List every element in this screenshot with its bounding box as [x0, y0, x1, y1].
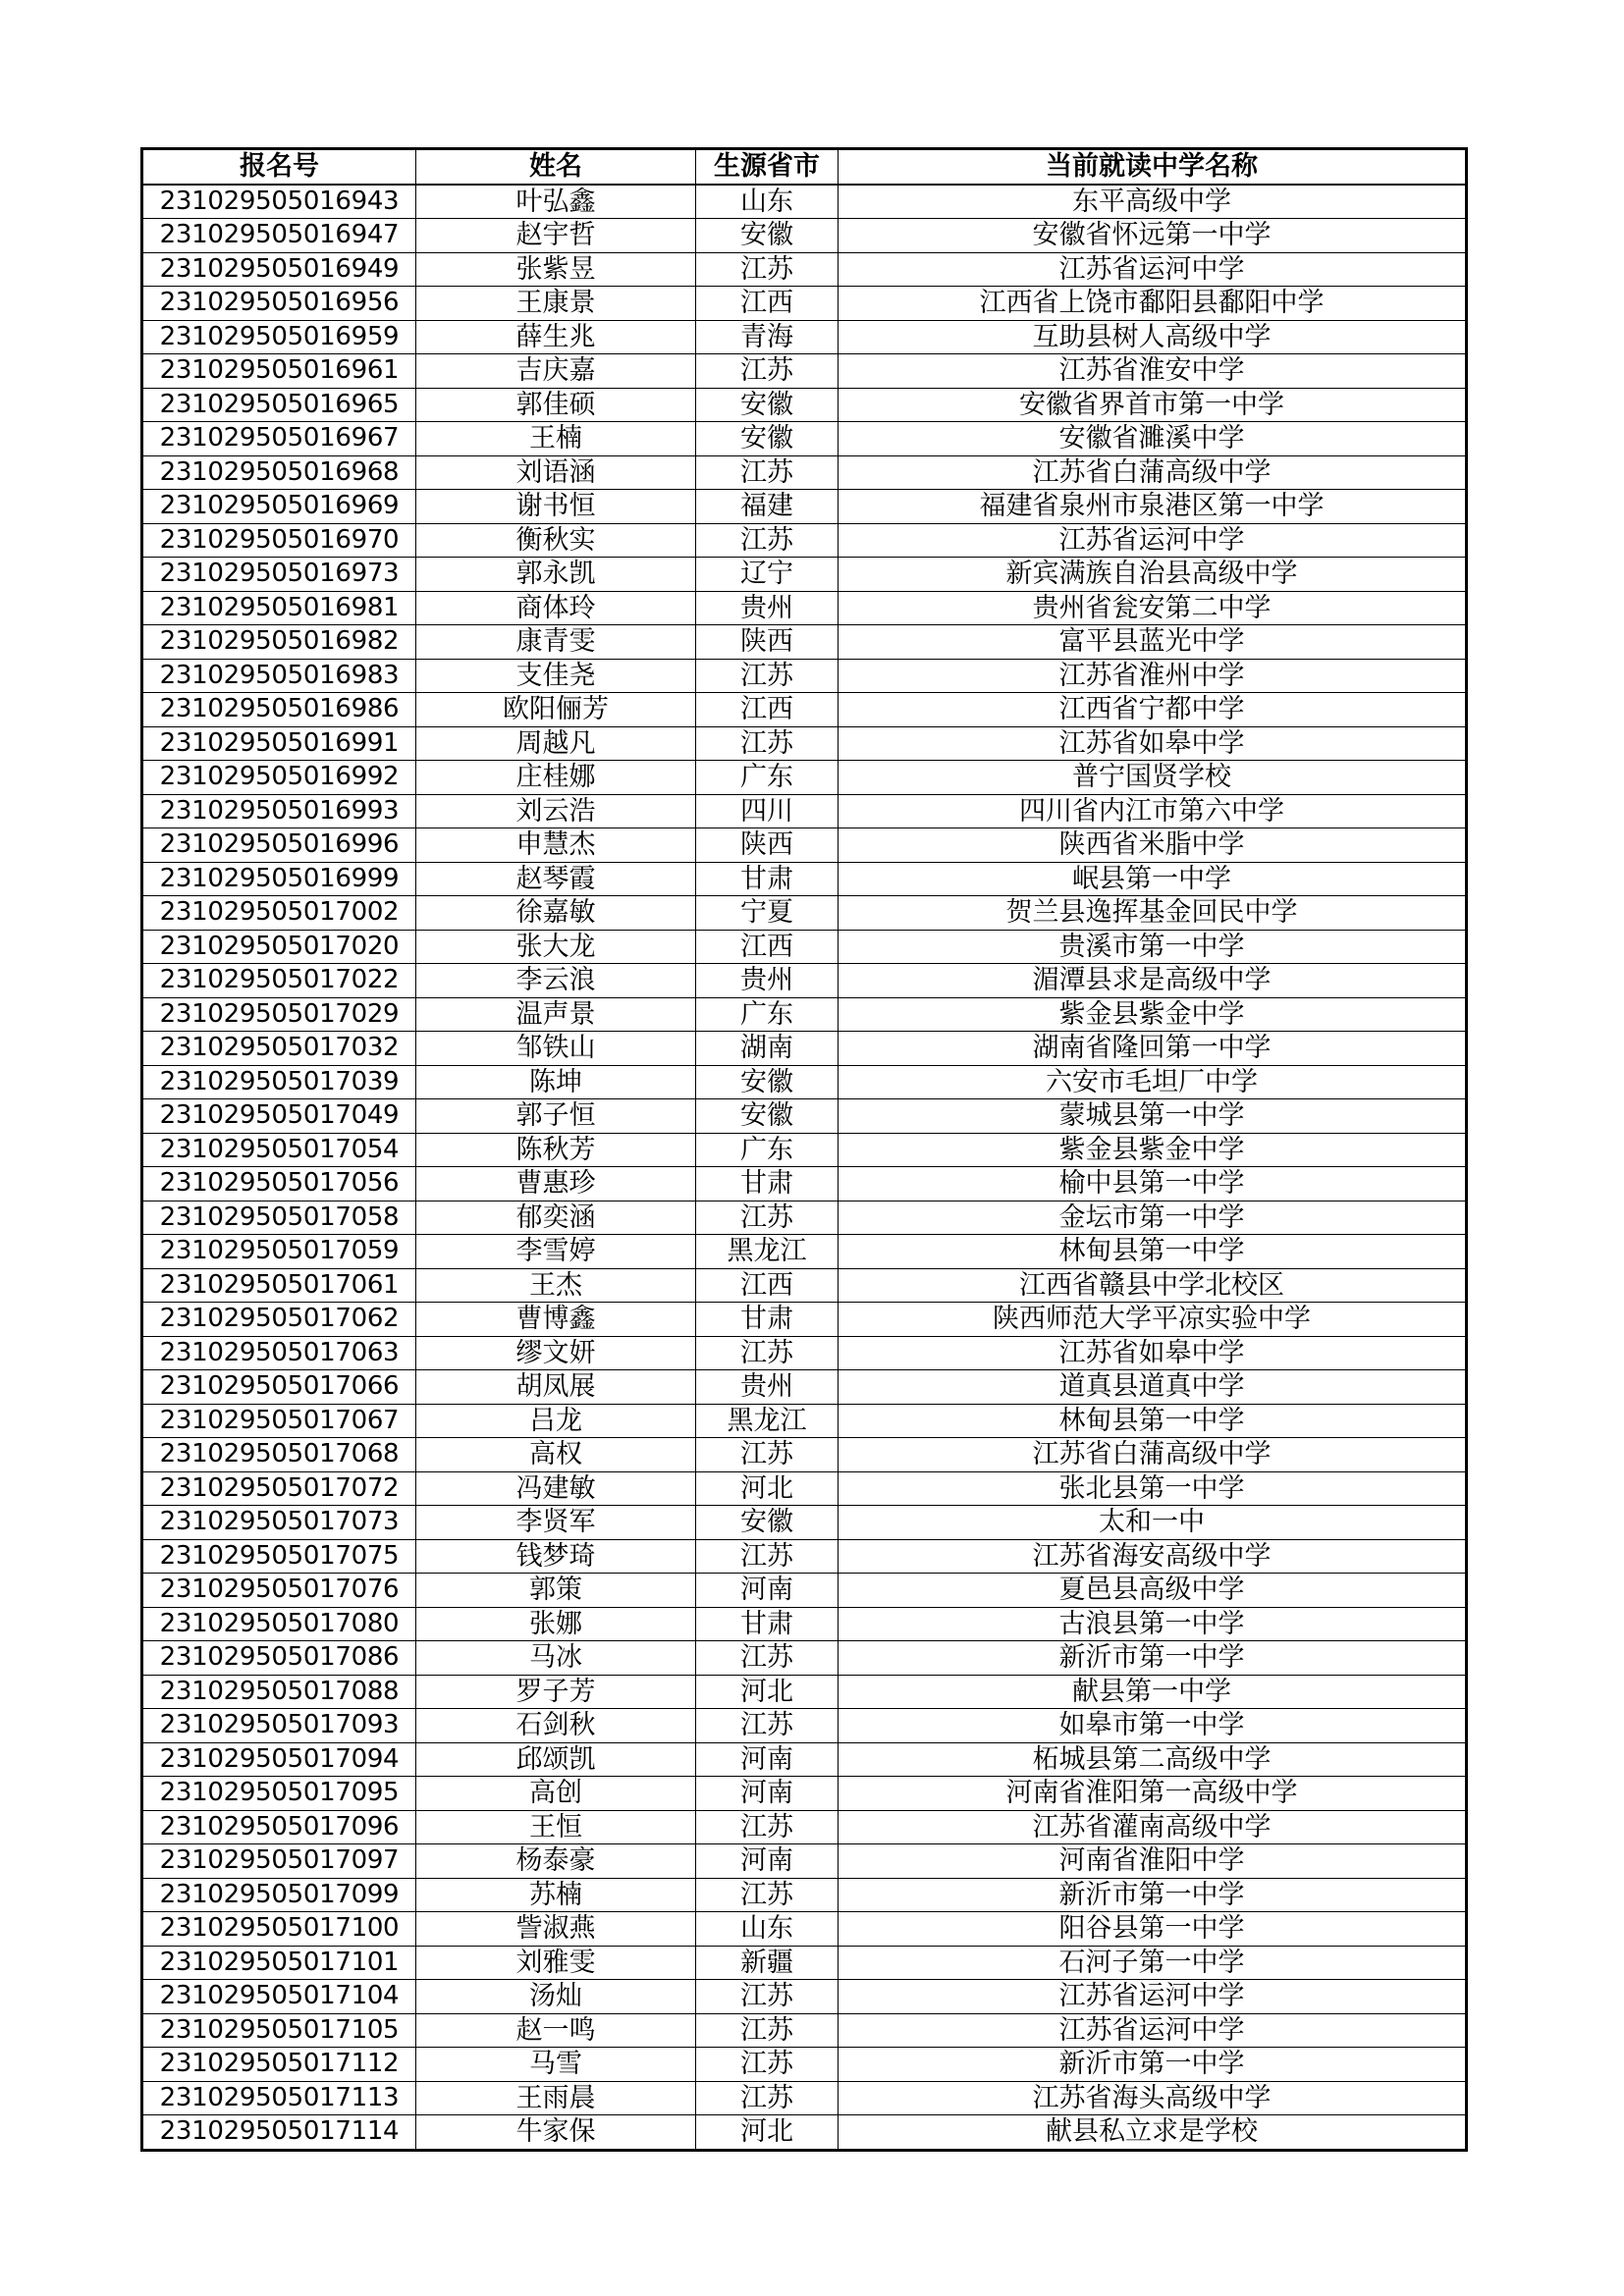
registration-number-cell: 231029505017114 [142, 2115, 416, 2151]
student-name-cell: 钱梦琦 [416, 1539, 696, 1574]
source-province-cell: 江苏 [696, 1878, 839, 1912]
header-registration-number: 报名号 [142, 149, 416, 185]
table-row [142, 1878, 1467, 1912]
table-row [142, 964, 1467, 998]
school-name-cell: 陕西省米脂中学 [839, 828, 1467, 863]
source-province-cell: 甘肃 [696, 862, 839, 896]
registration-number-cell: 231029505017054 [142, 1133, 416, 1167]
student-name-cell: 李贤军 [416, 1506, 696, 1540]
source-province-cell: 贵州 [696, 1370, 839, 1405]
school-name-cell: 福建省泉州市泉港区第一中学 [839, 490, 1467, 524]
source-province-cell: 山东 [696, 185, 839, 219]
table-row [142, 1607, 1467, 1641]
registration-number-cell: 231029505017061 [142, 1268, 416, 1303]
header-source-province: 生源省市 [696, 149, 839, 185]
table-row [142, 1641, 1467, 1676]
student-name-cell: 杨泰豪 [416, 1844, 696, 1879]
source-province-cell: 安徽 [696, 1099, 839, 1134]
school-name-cell: 石河子第一中学 [839, 1946, 1467, 1980]
registration-number-cell: 231029505017058 [142, 1201, 416, 1235]
student-name-cell: 吕龙 [416, 1404, 696, 1438]
table-row [142, 1167, 1467, 1201]
table-row [142, 320, 1467, 354]
table-row [142, 2115, 1467, 2151]
table-row [142, 1574, 1467, 1608]
table-row [142, 693, 1467, 727]
source-province-cell: 新疆 [696, 1946, 839, 1980]
registration-number-cell: 231029505017075 [142, 1539, 416, 1574]
student-name-cell: 马雪 [416, 2048, 696, 2082]
source-province-cell: 江西 [696, 1268, 839, 1303]
registration-number-cell: 231029505017022 [142, 964, 416, 998]
school-name-cell: 紫金县紫金中学 [839, 997, 1467, 1032]
student-name-cell: 高权 [416, 1438, 696, 1472]
source-province-cell: 安徽 [696, 422, 839, 456]
source-province-cell: 河北 [696, 1471, 839, 1506]
registration-number-cell: 231029505017080 [142, 1607, 416, 1641]
school-name-cell: 贺兰县逸挥基金回民中学 [839, 896, 1467, 931]
school-name-cell: 四川省内江市第六中学 [839, 794, 1467, 828]
student-name-cell: 郭子恒 [416, 1099, 696, 1134]
student-name-cell: 高创 [416, 1777, 696, 1811]
table-row [142, 1912, 1467, 1947]
table-row [142, 1303, 1467, 1337]
student-name-cell: 王雨晨 [416, 2081, 696, 2115]
school-name-cell: 江苏省白蒲高级中学 [839, 1438, 1467, 1472]
registration-number-cell: 231029505017093 [142, 1709, 416, 1743]
registration-number-cell: 231029505016967 [142, 422, 416, 456]
source-province-cell: 广东 [696, 761, 839, 795]
registration-number-cell: 231029505016982 [142, 625, 416, 660]
student-name-cell: 苏楠 [416, 1878, 696, 1912]
table-row [142, 1844, 1467, 1879]
school-name-cell: 新沂市第一中学 [839, 2048, 1467, 2082]
school-name-cell: 岷县第一中学 [839, 862, 1467, 896]
table-row [142, 1099, 1467, 1134]
registration-number-cell: 231029505017100 [142, 1912, 416, 1947]
source-province-cell: 湖南 [696, 1032, 839, 1066]
source-province-cell: 江苏 [696, 1438, 839, 1472]
source-province-cell: 四川 [696, 794, 839, 828]
table-row [142, 1336, 1467, 1370]
table-row [142, 1675, 1467, 1709]
registration-number-cell: 231029505016965 [142, 388, 416, 422]
registration-number-cell: 231029505016943 [142, 185, 416, 219]
registration-number-cell: 231029505017095 [142, 1777, 416, 1811]
school-name-cell: 江苏省海头高级中学 [839, 2081, 1467, 2115]
table-body [142, 185, 1467, 2151]
source-province-cell: 江苏 [696, 1539, 839, 1574]
table-row [142, 862, 1467, 896]
school-name-cell: 安徽省濉溪中学 [839, 422, 1467, 456]
source-province-cell: 江苏 [696, 2048, 839, 2082]
source-province-cell: 甘肃 [696, 1167, 839, 1201]
registration-number-cell: 231029505017076 [142, 1574, 416, 1608]
table-row [142, 490, 1467, 524]
registration-number-cell: 231029505017032 [142, 1032, 416, 1066]
registration-number-cell: 231029505017105 [142, 2013, 416, 2048]
school-name-cell: 贵溪市第一中学 [839, 930, 1467, 964]
student-name-cell: 张大龙 [416, 930, 696, 964]
registration-number-cell: 231029505017101 [142, 1946, 416, 1980]
table-row [142, 422, 1467, 456]
school-name-cell: 江苏省淮州中学 [839, 659, 1467, 693]
school-name-cell: 江苏省海安高级中学 [839, 1539, 1467, 1574]
student-name-cell: 罗子芳 [416, 1675, 696, 1709]
source-province-cell: 江苏 [696, 455, 839, 490]
source-province-cell: 河南 [696, 1777, 839, 1811]
source-province-cell: 安徽 [696, 1065, 839, 1099]
header-name: 姓名 [416, 149, 696, 185]
table-row [142, 455, 1467, 490]
source-province-cell: 甘肃 [696, 1303, 839, 1337]
student-name-cell: 马冰 [416, 1641, 696, 1676]
source-province-cell: 辽宁 [696, 558, 839, 592]
school-name-cell: 如皋市第一中学 [839, 1709, 1467, 1743]
student-name-cell: 牛家保 [416, 2115, 696, 2151]
registration-number-cell: 231029505016969 [142, 490, 416, 524]
student-name-cell: 支佳尧 [416, 659, 696, 693]
school-name-cell: 江苏省白蒲高级中学 [839, 455, 1467, 490]
registration-number-cell: 231029505017073 [142, 1506, 416, 1540]
school-name-cell: 六安市毛坦厂中学 [839, 1065, 1467, 1099]
student-name-cell: 吉庆嘉 [416, 354, 696, 389]
student-name-cell: 李雪婷 [416, 1235, 696, 1269]
source-province-cell: 广东 [696, 1133, 839, 1167]
school-name-cell: 江西省赣县中学北校区 [839, 1268, 1467, 1303]
school-name-cell: 安徽省界首市第一中学 [839, 388, 1467, 422]
school-name-cell: 江苏省运河中学 [839, 523, 1467, 558]
student-name-cell: 刘语涵 [416, 455, 696, 490]
school-name-cell: 东平高级中学 [839, 185, 1467, 219]
table-row [142, 1471, 1467, 1506]
school-name-cell: 河南省淮阳中学 [839, 1844, 1467, 1879]
header-row [142, 149, 1467, 185]
source-province-cell: 黑龙江 [696, 1235, 839, 1269]
registration-number-cell: 231029505017020 [142, 930, 416, 964]
source-province-cell: 江苏 [696, 1709, 839, 1743]
student-name-cell: 邱颂凯 [416, 1742, 696, 1777]
student-name-cell: 郁奕涵 [416, 1201, 696, 1235]
school-name-cell: 河南省淮阳第一高级中学 [839, 1777, 1467, 1811]
source-province-cell: 安徽 [696, 1506, 839, 1540]
student-name-cell: 王楠 [416, 422, 696, 456]
registration-number-cell: 231029505016956 [142, 287, 416, 321]
student-name-cell: 徐嘉敏 [416, 896, 696, 931]
school-name-cell: 蒙城县第一中学 [839, 1099, 1467, 1134]
registration-number-cell: 231029505016993 [142, 794, 416, 828]
registration-number-cell: 231029505017002 [142, 896, 416, 931]
student-name-cell: 刘云浩 [416, 794, 696, 828]
student-name-cell: 缪文妍 [416, 1336, 696, 1370]
registration-number-cell: 231029505017059 [142, 1235, 416, 1269]
table-row [142, 1810, 1467, 1844]
registration-number-cell: 231029505017029 [142, 997, 416, 1032]
registration-number-cell: 231029505017096 [142, 1810, 416, 1844]
registration-number-cell: 231029505016968 [142, 455, 416, 490]
school-name-cell: 江苏省淮安中学 [839, 354, 1467, 389]
source-province-cell: 江苏 [696, 354, 839, 389]
student-name-cell: 叶弘鑫 [416, 185, 696, 219]
school-name-cell: 新宾满族自治县高级中学 [839, 558, 1467, 592]
source-province-cell: 江西 [696, 930, 839, 964]
table-row [142, 354, 1467, 389]
registration-number-cell: 231029505016992 [142, 761, 416, 795]
table-row [142, 2081, 1467, 2115]
registration-number-cell: 231029505016986 [142, 693, 416, 727]
source-province-cell: 江苏 [696, 1201, 839, 1235]
student-name-cell: 曹惠珍 [416, 1167, 696, 1201]
student-name-cell: 刘雅雯 [416, 1946, 696, 1980]
registration-number-cell: 231029505016999 [142, 862, 416, 896]
source-province-cell: 江苏 [696, 2013, 839, 2048]
source-province-cell: 江西 [696, 287, 839, 321]
student-name-cell: 訾淑燕 [416, 1912, 696, 1947]
source-province-cell: 贵州 [696, 591, 839, 625]
table-row [142, 997, 1467, 1032]
registration-number-cell: 231029505017068 [142, 1438, 416, 1472]
registration-number-cell: 231029505017066 [142, 1370, 416, 1405]
table-row [142, 2013, 1467, 2048]
school-name-cell: 江苏省运河中学 [839, 2013, 1467, 2048]
registration-number-cell: 231029505016996 [142, 828, 416, 863]
source-province-cell: 河南 [696, 1844, 839, 1879]
school-name-cell: 古浪县第一中学 [839, 1607, 1467, 1641]
student-name-cell: 陈坤 [416, 1065, 696, 1099]
student-name-cell: 赵琴霞 [416, 862, 696, 896]
student-name-cell: 陈秋芳 [416, 1133, 696, 1167]
school-name-cell: 江苏省灌南高级中学 [839, 1810, 1467, 1844]
registration-number-cell: 231029505017097 [142, 1844, 416, 1879]
registration-number-cell: 231029505016991 [142, 726, 416, 761]
student-name-cell: 康青雯 [416, 625, 696, 660]
student-name-cell: 衡秋实 [416, 523, 696, 558]
table-row [142, 930, 1467, 964]
table-row [142, 1370, 1467, 1405]
registration-number-cell: 231029505016947 [142, 219, 416, 253]
school-name-cell: 太和一中 [839, 1506, 1467, 1540]
table-row [142, 1777, 1467, 1811]
student-name-cell: 邹铁山 [416, 1032, 696, 1066]
student-name-cell: 谢书恒 [416, 490, 696, 524]
source-province-cell: 安徽 [696, 219, 839, 253]
table-row [142, 1709, 1467, 1743]
school-name-cell: 江西省上饶市鄱阳县鄱阳中学 [839, 287, 1467, 321]
registration-number-cell: 231029505017094 [142, 1742, 416, 1777]
student-name-cell: 王康景 [416, 287, 696, 321]
registration-number-cell: 231029505017104 [142, 1980, 416, 2014]
registration-number-cell: 231029505017113 [142, 2081, 416, 2115]
table-header [142, 149, 1467, 185]
school-name-cell: 夏邑县高级中学 [839, 1574, 1467, 1608]
school-name-cell: 江苏省如皋中学 [839, 726, 1467, 761]
school-name-cell: 张北县第一中学 [839, 1471, 1467, 1506]
student-name-cell: 曹博鑫 [416, 1303, 696, 1337]
student-name-cell: 周越凡 [416, 726, 696, 761]
student-name-cell: 温声景 [416, 997, 696, 1032]
student-name-cell: 石剑秋 [416, 1709, 696, 1743]
registration-number-cell: 231029505017056 [142, 1167, 416, 1201]
student-name-cell: 汤灿 [416, 1980, 696, 2014]
table-row [142, 625, 1467, 660]
school-name-cell: 紫金县紫金中学 [839, 1133, 1467, 1167]
school-name-cell: 柘城县第二高级中学 [839, 1742, 1467, 1777]
source-province-cell: 江苏 [696, 659, 839, 693]
student-name-cell: 欧阳俪芳 [416, 693, 696, 727]
registration-number-cell: 231029505017099 [142, 1878, 416, 1912]
school-name-cell: 江苏省运河中学 [839, 252, 1467, 287]
table-row [142, 185, 1467, 219]
table-row [142, 1506, 1467, 1540]
admission-roster-table [140, 147, 1468, 2152]
school-name-cell: 互助县树人高级中学 [839, 320, 1467, 354]
student-name-cell: 赵一鸣 [416, 2013, 696, 2048]
registration-number-cell: 231029505017039 [142, 1065, 416, 1099]
source-province-cell: 江苏 [696, 1810, 839, 1844]
school-name-cell: 道真县道真中学 [839, 1370, 1467, 1405]
student-name-cell: 郭策 [416, 1574, 696, 1608]
source-province-cell: 河北 [696, 2115, 839, 2151]
table-row [142, 591, 1467, 625]
school-name-cell: 江苏省运河中学 [839, 1980, 1467, 2014]
source-province-cell: 江苏 [696, 726, 839, 761]
table-row [142, 523, 1467, 558]
student-name-cell: 李云浪 [416, 964, 696, 998]
school-name-cell: 新沂市第一中学 [839, 1878, 1467, 1912]
table-row [142, 794, 1467, 828]
student-name-cell: 冯建敏 [416, 1471, 696, 1506]
table-row [142, 1065, 1467, 1099]
student-name-cell: 薛生兆 [416, 320, 696, 354]
registration-number-cell: 231029505017112 [142, 2048, 416, 2082]
source-province-cell: 安徽 [696, 388, 839, 422]
table-row [142, 1539, 1467, 1574]
school-name-cell: 湖南省隆回第一中学 [839, 1032, 1467, 1066]
source-province-cell: 宁夏 [696, 896, 839, 931]
table-row [142, 1268, 1467, 1303]
student-name-cell: 郭佳硕 [416, 388, 696, 422]
student-name-cell: 郭永凯 [416, 558, 696, 592]
table-row [142, 252, 1467, 287]
student-name-cell: 王恒 [416, 1810, 696, 1844]
school-name-cell: 江苏省如皋中学 [839, 1336, 1467, 1370]
table-row [142, 1404, 1467, 1438]
registration-number-cell: 231029505016981 [142, 591, 416, 625]
student-name-cell: 商体玲 [416, 591, 696, 625]
table-row [142, 1438, 1467, 1472]
school-name-cell: 献县私立求是学校 [839, 2115, 1467, 2151]
school-name-cell: 安徽省怀远第一中学 [839, 219, 1467, 253]
school-name-cell: 江西省宁都中学 [839, 693, 1467, 727]
table-row [142, 1742, 1467, 1777]
registration-number-cell: 231029505017088 [142, 1675, 416, 1709]
registration-number-cell: 231029505017086 [142, 1641, 416, 1676]
school-name-cell: 富平县蓝光中学 [839, 625, 1467, 660]
table-row [142, 388, 1467, 422]
school-name-cell: 榆中县第一中学 [839, 1167, 1467, 1201]
table-row [142, 558, 1467, 592]
table-row [142, 761, 1467, 795]
school-name-cell: 金坛市第一中学 [839, 1201, 1467, 1235]
table-row [142, 1201, 1467, 1235]
registration-number-cell: 231029505017063 [142, 1336, 416, 1370]
registration-number-cell: 231029505016959 [142, 320, 416, 354]
table-row [142, 828, 1467, 863]
source-province-cell: 江苏 [696, 2081, 839, 2115]
source-province-cell: 贵州 [696, 964, 839, 998]
source-province-cell: 江苏 [696, 1336, 839, 1370]
registration-number-cell: 231029505017049 [142, 1099, 416, 1134]
source-province-cell: 江苏 [696, 1980, 839, 2014]
registration-number-cell: 231029505016973 [142, 558, 416, 592]
student-name-cell: 庄桂娜 [416, 761, 696, 795]
school-name-cell: 贵州省瓮安第二中学 [839, 591, 1467, 625]
source-province-cell: 青海 [696, 320, 839, 354]
table-row [142, 1133, 1467, 1167]
registration-number-cell: 231029505016983 [142, 659, 416, 693]
school-name-cell: 林甸县第一中学 [839, 1404, 1467, 1438]
registration-number-cell: 231029505017072 [142, 1471, 416, 1506]
table-row [142, 1946, 1467, 1980]
table-row [142, 726, 1467, 761]
student-name-cell: 张娜 [416, 1607, 696, 1641]
header-current-high-school: 当前就读中学名称 [839, 149, 1467, 185]
source-province-cell: 广东 [696, 997, 839, 1032]
source-province-cell: 河南 [696, 1742, 839, 1777]
school-name-cell: 献县第一中学 [839, 1675, 1467, 1709]
school-name-cell: 湄潭县求是高级中学 [839, 964, 1467, 998]
source-province-cell: 山东 [696, 1912, 839, 1947]
registration-number-cell: 231029505016970 [142, 523, 416, 558]
source-province-cell: 河南 [696, 1574, 839, 1608]
source-province-cell: 江苏 [696, 1641, 839, 1676]
table-row [142, 2048, 1467, 2082]
source-province-cell: 甘肃 [696, 1607, 839, 1641]
registration-number-cell: 231029505017062 [142, 1303, 416, 1337]
source-province-cell: 福建 [696, 490, 839, 524]
school-name-cell: 林甸县第一中学 [839, 1235, 1467, 1269]
table-row [142, 659, 1467, 693]
table-row [142, 1032, 1467, 1066]
source-province-cell: 黑龙江 [696, 1404, 839, 1438]
student-name-cell: 赵宇哲 [416, 219, 696, 253]
student-name-cell: 胡凤展 [416, 1370, 696, 1405]
table-row [142, 1235, 1467, 1269]
school-name-cell: 普宁国贤学校 [839, 761, 1467, 795]
source-province-cell: 江苏 [696, 252, 839, 287]
student-name-cell: 张紫昱 [416, 252, 696, 287]
table-row [142, 219, 1467, 253]
source-province-cell: 江西 [696, 693, 839, 727]
school-name-cell: 新沂市第一中学 [839, 1641, 1467, 1676]
source-province-cell: 河北 [696, 1675, 839, 1709]
school-name-cell: 陕西师范大学平凉实验中学 [839, 1303, 1467, 1337]
registration-number-cell: 231029505016961 [142, 354, 416, 389]
student-name-cell: 申慧杰 [416, 828, 696, 863]
source-province-cell: 陕西 [696, 828, 839, 863]
registration-number-cell: 231029505017067 [142, 1404, 416, 1438]
table-row [142, 287, 1467, 321]
student-name-cell: 王杰 [416, 1268, 696, 1303]
table-row [142, 1980, 1467, 2014]
registration-number-cell: 231029505016949 [142, 252, 416, 287]
school-name-cell: 阳谷县第一中学 [839, 1912, 1467, 1947]
table-row [142, 896, 1467, 931]
source-province-cell: 陕西 [696, 625, 839, 660]
source-province-cell: 江苏 [696, 523, 839, 558]
